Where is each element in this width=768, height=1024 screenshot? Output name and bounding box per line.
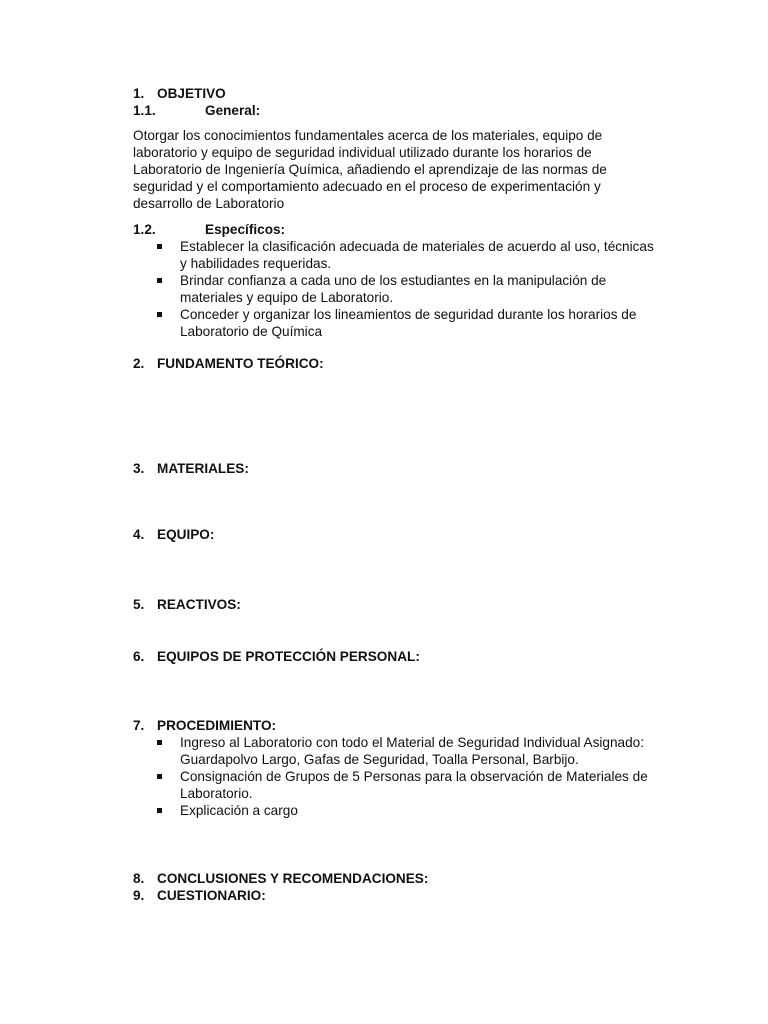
section-fundamento-heading [133, 355, 663, 372]
procedure-list [133, 734, 663, 819]
list-item: Conceder y organizar los lineamientos de seguridad durante los horarios de Laboratorio de Química [133, 306, 663, 340]
section-procedimiento-heading [133, 717, 663, 734]
section-number: 2. [133, 356, 145, 371]
list-item: Ingreso al Laboratorio con todo el Material de Seguridad Individual Asignado: Guardapolvo Largo, Gafas de Seguridad, Toalla Personal, Barbijo. [133, 734, 663, 768]
list-item: Establecer la clasificación adecuada de materiales de acuerdo al uso, técnicas y habilidades requeridas. [133, 238, 663, 272]
section-number: 3. [133, 461, 145, 476]
subsection-number: 1.1. [133, 103, 156, 118]
subsection-especificos-heading [133, 221, 663, 238]
section-reactivos-heading [133, 596, 663, 613]
section-number: 1. [133, 86, 145, 101]
list-item: Explicación a cargo [133, 802, 663, 819]
section-title: PROCEDIMIENTO: [157, 718, 277, 733]
section-title: CONCLUSIONES Y RECOMENDACIONES: [157, 871, 429, 886]
subsection-number: 1.2. [133, 222, 156, 237]
section-title: EQUIPO: [157, 527, 215, 542]
list-item: Consignación de Grupos de 5 Personas para la observación de Materiales de Laboratorio. [133, 768, 663, 802]
section-materiales-heading [133, 460, 663, 477]
section-proteccion-heading [133, 648, 663, 665]
section-conclusiones-heading [133, 870, 663, 887]
section-title: CUESTIONARIO: [157, 888, 266, 903]
square-bullet-icon [157, 244, 162, 249]
subsection-general-heading [133, 102, 663, 119]
section-cuestionario-heading [133, 887, 663, 904]
square-bullet-icon [157, 312, 162, 317]
square-bullet-icon [157, 774, 162, 779]
square-bullet-icon [157, 278, 162, 283]
section-equipo-heading [133, 526, 663, 543]
section-title: OBJETIVO [157, 86, 226, 101]
subsection-title: Específicos: [205, 222, 286, 237]
section-number: 8. [133, 871, 145, 886]
section-number: 4. [133, 527, 145, 542]
square-bullet-icon [157, 740, 162, 745]
section-title: FUNDAMENTO TEÓRICO: [157, 356, 324, 371]
section-title: REACTIVOS: [157, 597, 241, 612]
subsection-title: General: [205, 103, 261, 118]
section-title: EQUIPOS DE PROTECCIÓN PERSONAL: [157, 649, 420, 664]
specific-objectives-list [133, 238, 663, 340]
list-item: Brindar confianza a cada uno de los estudiantes en la manipulación de materiales y equipo de Laboratorio. [133, 272, 663, 306]
section-number: 6. [133, 649, 145, 664]
section-number: 7. [133, 718, 145, 733]
section-objetivo-heading [133, 85, 663, 102]
section-number: 9. [133, 888, 145, 903]
section-number: 5. [133, 597, 145, 612]
general-objective-paragraph: Otorgar los conocimientos fundamentales acerca de los materiales, equipo de laboratorio y equipo de seguridad individual utilizado durante los horarios de Laboratorio de Ingeniería Química, añadiendo el aprendizaje de las normas de seguridad y el comportamiento adecuado en el proceso de experimentación y desarrollo de Laboratorio [133, 128, 607, 211]
square-bullet-icon [157, 808, 162, 813]
section-title: MATERIALES: [157, 461, 249, 476]
